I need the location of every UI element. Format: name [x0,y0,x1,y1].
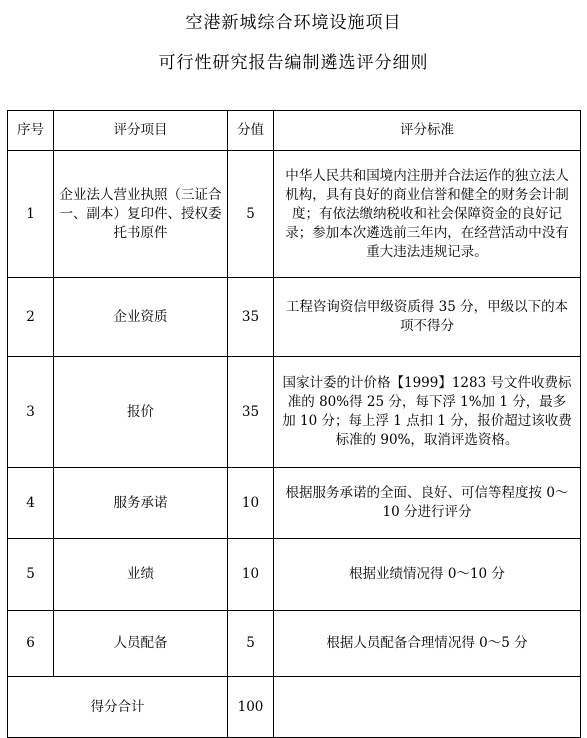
header-seq: 序号 [8,111,54,151]
total-score: 100 [228,677,274,738]
header-standard: 评分标准 [274,111,581,151]
row-item: 服务承诺 [54,468,228,539]
row-score: 35 [228,278,274,357]
header-score: 分值 [228,111,274,151]
row-seq: 2 [8,278,54,357]
row-item: 企业法人营业执照（三证合一、副本）复印件、授权委托书原件 [54,151,228,278]
row-seq: 4 [8,468,54,539]
header-item: 评分项目 [54,111,228,151]
table-row [8,539,581,611]
total-empty-cell [274,677,581,738]
row-standard: 根据人员配备合理情况得 0～5 分 [274,611,581,677]
row-item: 业绩 [54,539,228,611]
table-row [8,278,581,357]
row-score: 5 [228,611,274,677]
total-row [8,677,581,738]
table-row [8,357,581,468]
row-seq: 3 [8,357,54,468]
document-subtitle: 可行性研究报告编制遴选评分细则 [158,53,429,73]
row-standard: 根据业绩情况得 0～10 分 [274,539,581,611]
row-score: 10 [228,468,274,539]
row-item: 报价 [54,357,228,468]
table-row [8,468,581,539]
row-seq: 1 [8,151,54,278]
row-seq: 5 [8,539,54,611]
row-score: 5 [228,151,274,278]
row-score: 35 [228,357,274,468]
document-title: 空港新城综合环境设施项目 [185,13,402,33]
table-row [8,151,581,278]
table-header-row [8,111,581,151]
row-seq: 6 [8,611,54,677]
row-score: 10 [228,539,274,611]
row-item: 企业资质 [54,278,228,357]
row-standard: 中华人民共和国境内注册并合法运作的独立法人机构，具有良好的商业信誉和健全的财务会计制度；有依法缴纳税收和社会保障资金的良好记录；参加本次遴选前三年内，在经营活动中没有重大违法违规记录。 [274,151,581,278]
row-standard: 根据服务承诺的全面、良好、可信等程度按 0～10 分进行评分 [274,468,581,539]
table-row [8,611,581,677]
row-item: 人员配备 [54,611,228,677]
total-label: 得分合计 [8,677,228,738]
row-standard: 国家计委的计价格【1999】1283 号文件收费标准的 80%得 25 分，每下浮 1%加 1 分，最多加 10 分；每上浮 1 点扣 1 分，报价超过该收费标准的 90%，取消评选资格。 [274,357,581,468]
scoring-table [7,110,581,738]
row-standard: 工程咨询资信甲级资质得 35 分，甲级以下的本项不得分 [274,278,581,357]
